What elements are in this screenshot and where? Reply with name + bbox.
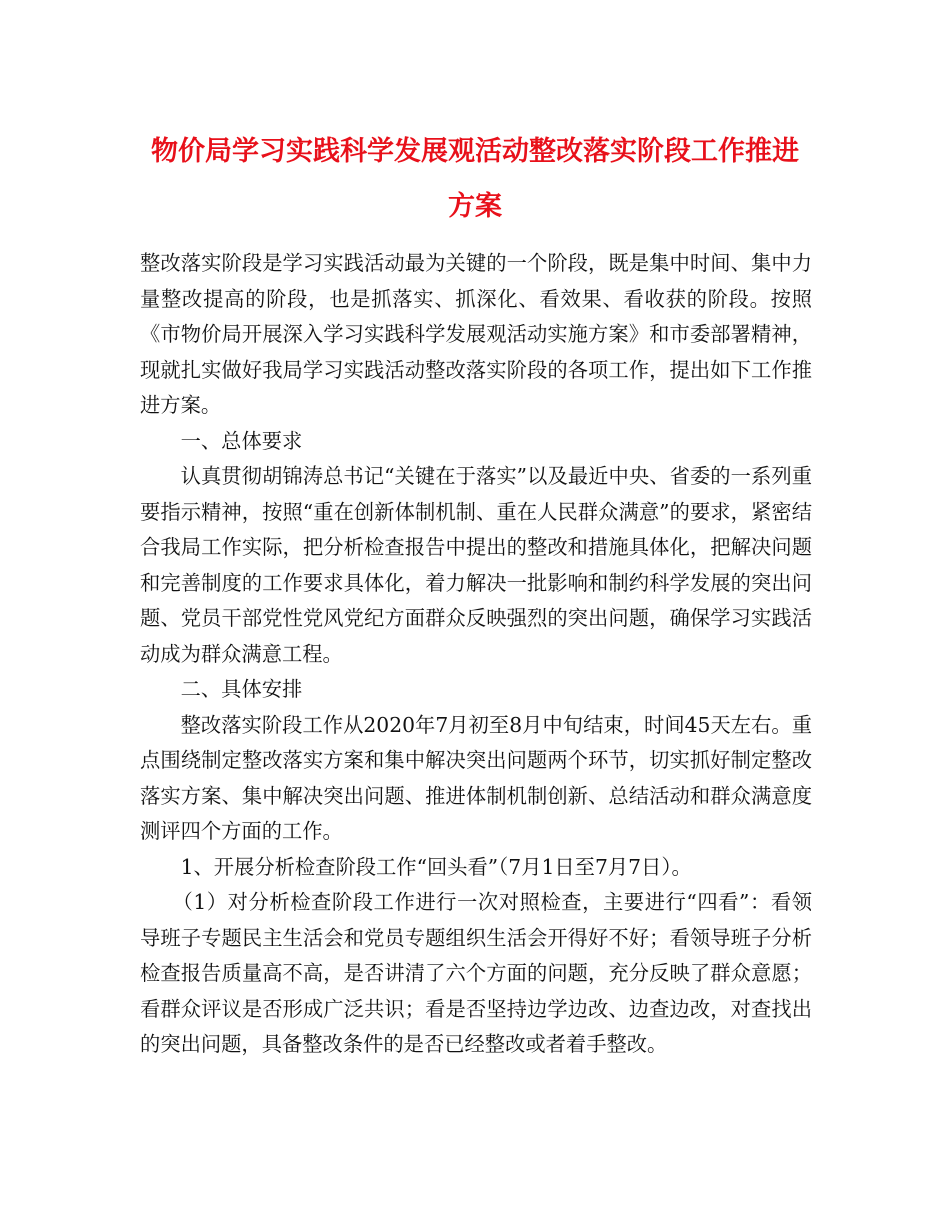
paragraph-specific-arrangements: 整改落实阶段工作从2020年7月初至8月中旬结束，时间45天左右。重点围绕制定整改落实方案和集中解决突出问题两个环节，切实抓好制定整改落实方案、集中解决突出问题、推进体制机制创新、总结活动和群众满意度测评四个方面的工作。 xyxy=(140,712,812,843)
paragraph-item-1-1: （1）对分析检查阶段工作进行一次对照检查，主要进行“四看”：看领导班子专题民主生活会和党员专题组织生活会开得好不好；看领导班子分析检查报告质量高不高，是否讲清了六个方面的问题，充分反映了群众意愿；看群众评议是否形成广泛共识；看是否坚持边学边改、边查边改，对查找出的突出问题，具备整改条件的是否已经整改或者着手整改。 xyxy=(140,890,812,1056)
document-title: 物价局学习实践科学发展观活动整改落实阶段工作推进方案 xyxy=(151,136,799,222)
section-heading-specific-arrangements: 二、具体安排 xyxy=(180,677,303,701)
section-heading-overall-requirements: 一、总体要求 xyxy=(180,428,303,453)
paragraph-item-1: 1、开展分析检查阶段工作“回头看”（7月1日至7月7日）。 xyxy=(180,854,692,879)
paragraph-intro: 整改落实阶段是学习实践活动最为关键的一个阶段，既是集中时间、集中力量整改提高的阶段，也是抓落实、抓深化、看效果、看收获的阶段。按照《市物价局开展深入学习实践科学发展观活动实施方案》和市委部署精神，现就扎实做好我局学习实践活动整改落实阶段的各项工作，提出如下工作推进方案。 xyxy=(140,251,812,417)
document-body xyxy=(140,246,812,1063)
paragraph-overall-requirements: 认真贯彻胡锦涛总书记“关键在于落实”以及最近中央、省委的一系列重要指示精神，按照“重在创新体制机制、重在人民群众满意”的要求，紧密结合我局工作实际，把分析检查报告中提出的整改和措施具体化，把解决问题和完善制度的工作要求具体化，着力解决一批影响和制约科学发展的突出问题、党员干部党性党风党纪方面群众反映强烈的突出问题，确保学习实践活动成为群众满意工程。 xyxy=(140,464,812,666)
